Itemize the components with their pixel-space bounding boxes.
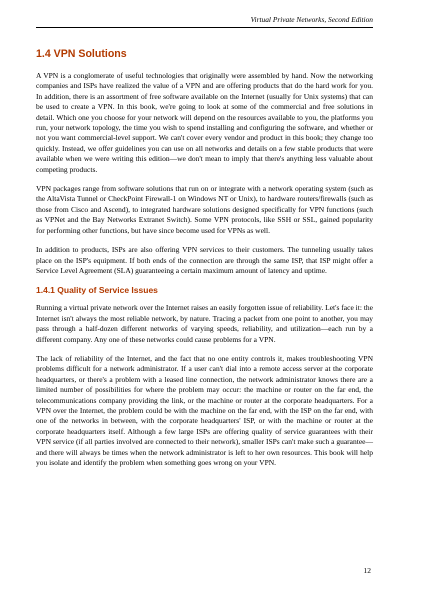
running-header: Virtual Private Networks, Second Edition [250, 15, 373, 24]
section-heading: 1.4 VPN Solutions [36, 48, 127, 60]
body-paragraph: VPN packages range from software solutions that run on or integrate with a network operating system (such as the AltaVista Tunnel or CheckPoint Firewall-1 on Windows NT or Unix), to hardware routers/firewalls (such as those from Cisco and Ascend), to integrated hardware solutions designed specifically for VPN functions (such as VPNet and the Bay Networks Extranet Switch). Some VPN protocols, like SSH or SSL, gained popularity for performing other functions, but have since become used for VPNs as well. [36, 184, 373, 235]
page-number: 12 [363, 566, 371, 575]
subsection-heading: 1.4.1 Quality of Service Issues [36, 285, 158, 296]
page-content [36, 48, 373, 477]
body-paragraph: The lack of reliability of the Internet, and the fact that no one entity controls it, makes troubleshooting VPN problems difficult for a network administrator. If a user can't dial into a remote access server at the corporate headquarters, or there's a problem with a leased line connection, the network administrator knows there are a limited number of possibilities for where the problem may occur: the machine or router on the far end, the telecommunications company providing the link, or the machine or router at the corporate headquarters. For a VPN over the Internet, the problem could be with the machine on the far end, with the ISP on the far end, with one of the networks in between, with the corporate headquarters' ISP, or with the machine or router at the corporate headquarters itself. Although a few large ISPs are offering quality of service guarantees with their VPN service (if all parties involved are connected to their network), smaller ISPs can't make such a guarantee—and there will always be times when the network administrator is left to her own resources. This book will help you isolate and identify the problem when something goes wrong on your VPN. [36, 353, 373, 467]
body-paragraph: A VPN is a conglomerate of useful technologies that originally were assembled by hand. Now the networking companies and ISPs have realized the value of a VPN and are offering products that do the hard work for you. In addition, there is an assortment of free software available on the Internet (usually for Unix systems) that can be used to create a VPN. In this book, we're going to look at some of the commercial and free solutions in detail. Which one you choose for your network will depend on the resources available to you, the platforms you run, your network topology, the time you wish to spend installing and configuring the software, and whether or not you want commercial-level support. We can't cover every vendor and product in this book; they change too quickly. Instead, we offer guidelines you can use on all networks and details on a few stable products that were available when we were writing this edition—we don't mean to imply that there's anything less valuable about competing products. [36, 71, 373, 174]
body-paragraph: In addition to products, ISPs are also offering VPN services to their customers. The tunneling usually takes place on the ISP's equipment. If both ends of the connection are through the same ISP, that ISP might offer a Service Level Agreement (SLA) guaranteeing a certain maximum amount of latency and uptime. [36, 245, 373, 275]
header-rule [36, 27, 373, 28]
body-paragraph: Running a virtual private network over the Internet raises an easily forgotten issue of reliability. Let's face it: the Internet isn't always the most reliable network, by nature. Tracing a packet from one point to another, you may pass through a half-dozen different networks of varying speeds, reliability, and utilization—each run by a different company. Any one of these networks could cause problems for a VPN. [36, 303, 373, 344]
